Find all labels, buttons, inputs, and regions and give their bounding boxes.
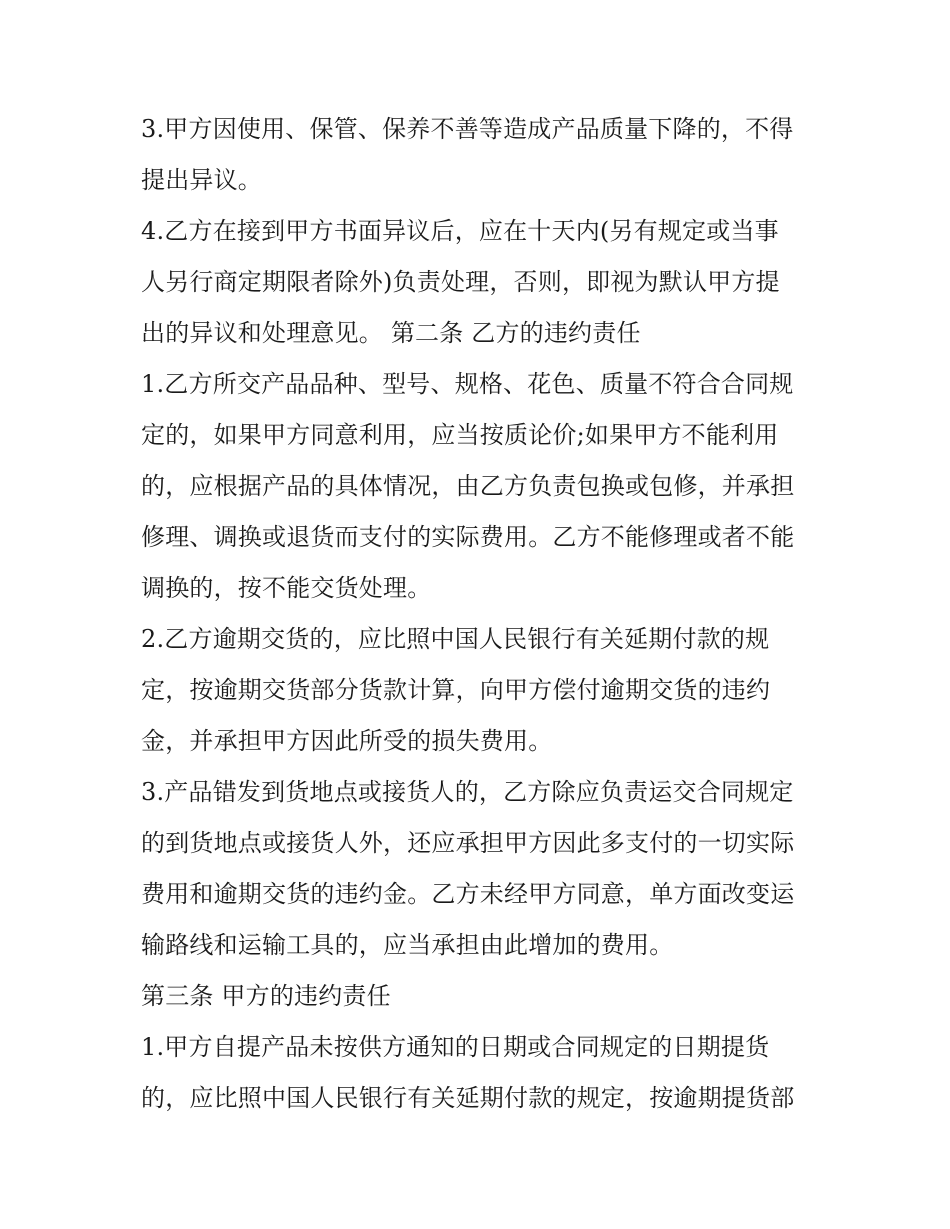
text-line: 的，应比照中国人民银行有关延期付款的规定，按逾期提货部 — [141, 1084, 795, 1112]
text-line: 定，按逾期交货部分货款计算，向甲方偿付逾期交货的违约 — [141, 676, 771, 704]
text-line: 人另行商定期限者除外)负责处理，否则，即视为默认甲方提 — [141, 268, 780, 296]
text-line: 费用和逾期交货的违约金。乙方未经甲方同意，单方面改变运 — [141, 880, 795, 908]
text-line: 调换的，按不能交货处理。 — [141, 574, 432, 602]
text-line: 修理、调换或退货而支付的实际费用。乙方不能修理或者不能 — [141, 523, 795, 551]
text-line: 定的，如果甲方同意利用，应当按质论价;如果甲方不能利用 — [141, 421, 779, 449]
text-line: 金，并承担甲方因此所受的损失费用。 — [141, 727, 553, 755]
text-line: 输路线和运输工具的，应当承担由此增加的费用。 — [141, 931, 674, 959]
section-heading: 第三条 甲方的违约责任 — [141, 982, 391, 1010]
text-line: 2.乙方逾期交货的，应比照中国人民银行有关延期付款的规 — [141, 625, 770, 653]
text-line: 3.产品错发到货地点或接货人的，乙方除应负责运交合同规定 — [141, 778, 794, 806]
text-line: 出的异议和处理意见。 第二条 乙方的违约责任 — [141, 319, 641, 347]
text-line: 4.乙方在接到甲方书面异议后，应在十天内(另有规定或当事 — [141, 217, 779, 245]
document-body — [141, 104, 821, 1124]
text-line: 提出异议。 — [141, 166, 262, 194]
text-line: 1.甲方自提产品未按供方通知的日期或合同规定的日期提货 — [141, 1033, 770, 1061]
text-line: 的到货地点或接货人外，还应承担甲方因此多支付的一切实际 — [141, 829, 795, 857]
text-line: 1.乙方所交产品品种、型号、规格、花色、质量不符合合同规 — [141, 370, 794, 398]
text-line: 3.甲方因使用、保管、保养不善等造成产品质量下降的，不得 — [141, 115, 794, 143]
text-line: 的，应根据产品的具体情况，由乙方负责包换或包修，并承担 — [141, 472, 795, 500]
